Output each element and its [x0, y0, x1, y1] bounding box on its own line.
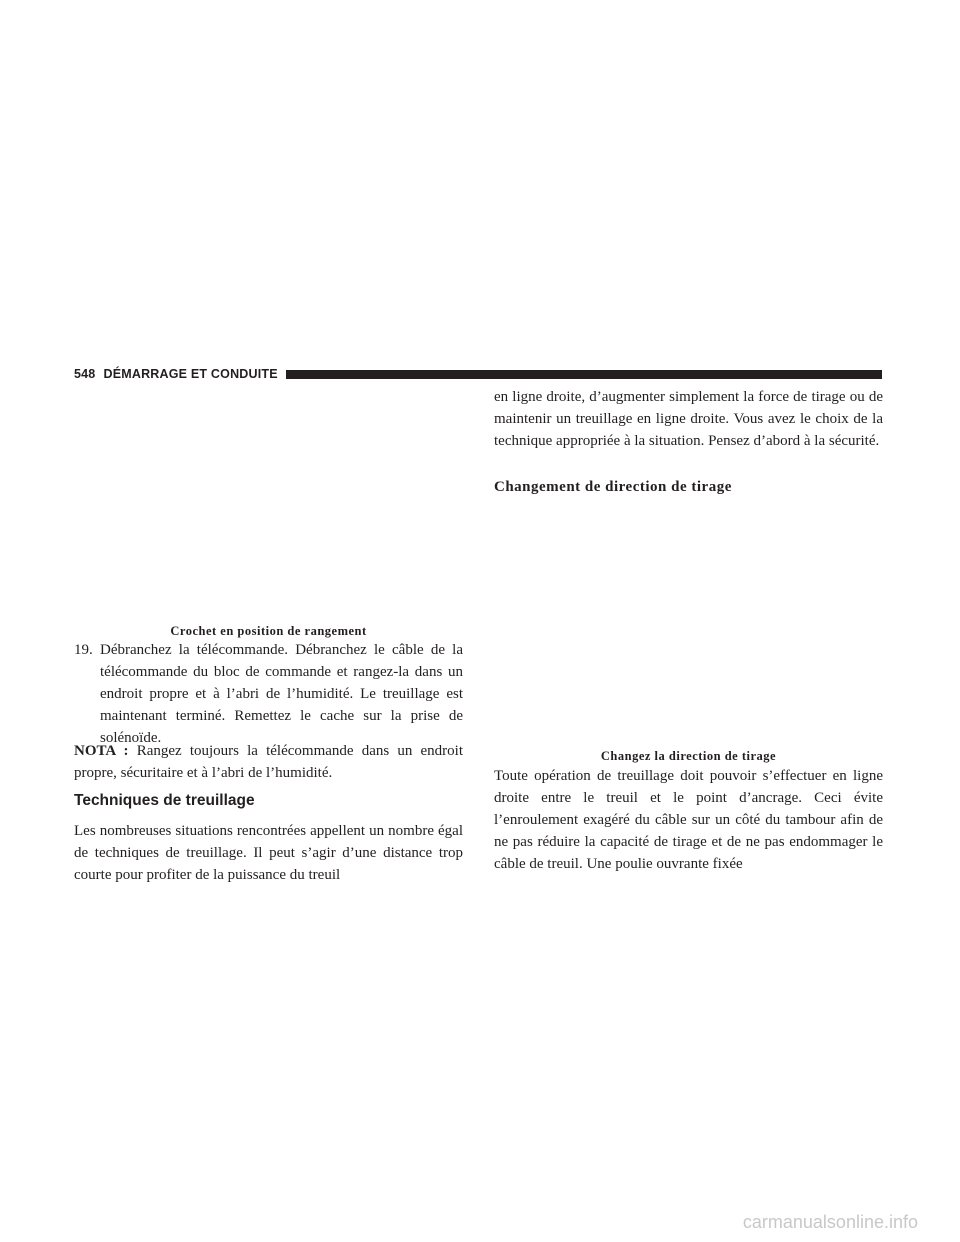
page-header: [74, 364, 882, 384]
note-label: NOTA :: [74, 743, 129, 759]
left-paragraph: [74, 820, 463, 886]
right-paragraph-2-text: Toute opération de treuillage doit pouvoir s’effectuer en ligne droite entre le treuil et le point d’ancrage. Ceci évite l’enroulement exagéré du câble sur un côté du tambour afin de ne pas réduire la capacité de tirage et de ne pas endommager le câble de treuil. Une poulie ouvrante fixée: [494, 768, 883, 872]
left-paragraph-text: Les nombreuses situations rencontrées appellent un nombre égal de techniques de treuillage. Il peut s’agir d’une distance trop courte pour profiter de la puissance du treuil: [74, 823, 463, 883]
left-heading: Techniques de treuillage: [74, 792, 255, 809]
step-19: [74, 639, 463, 749]
left-figure-caption: Crochet en position de rangement: [170, 624, 367, 638]
note: [74, 740, 463, 784]
step-number: 19.: [74, 642, 93, 658]
right-paragraph-1: [494, 386, 883, 452]
right-paragraph-2: [494, 765, 883, 875]
note-text: Rangez toujours la télécommande dans un endroit propre, sécuritaire et à l’abri de l’humidité.: [74, 743, 463, 781]
section-title: DÉMARRAGE ET CONDUITE: [103, 367, 278, 381]
right-paragraph-1-text: en ligne droite, d’augmenter simplement la force de tirage ou de maintenir un treuillage en ligne droite. Vous avez le choix de la technique appropriée à la situation. Pensez d’abord à la sécurité.: [494, 389, 883, 449]
header-rule: [286, 370, 882, 379]
watermark: carmanualsonline.info: [742, 1212, 918, 1232]
page-number: 548: [74, 367, 96, 381]
right-figure-caption: Changez la direction de tirage: [600, 749, 777, 763]
right-heading: Changement de direction de tirage: [494, 479, 732, 495]
step-text: Débranchez la télécommande. Débranchez le câble de la télécommande du bloc de commande et rangez-la dans un endroit propre et à l’abri de l’humidité. Le treuillage est maintenant terminé. Remettez le cache sur la prise de solénoïde.: [100, 642, 463, 746]
